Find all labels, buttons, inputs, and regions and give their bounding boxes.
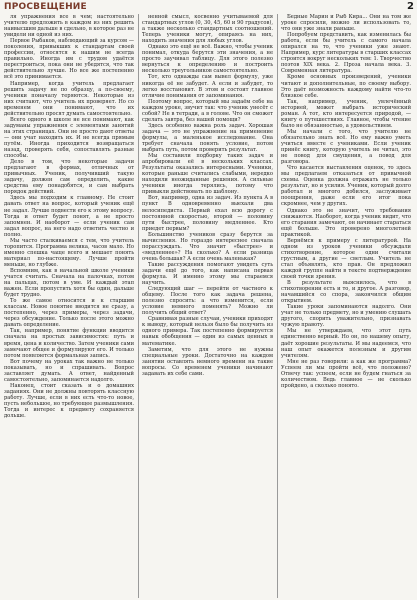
paragraph: Попробуем представить, как изменилась бы работа, если бы учитель с самого начала опирался на то, что ученики уже знают. Например, курс литературы в старших классах строится вокруг нескольких тем: 1. Творчество поэтов XIX века. 2. Проза начала века. 3. Современная литература.	[281, 32, 411, 75]
text-column-2	[142, 14, 273, 598]
text-column-1	[4, 14, 134, 598]
paragraph: Так, например, ученик, увлечённый историей, может выбрать исторический роман. А тот, кто интересуется природой, — книгу о путешествиях. Главное, чтобы чтение было не обязанностью, а удовольствием.	[281, 98, 411, 129]
paragraph: Например, когда учитель предлагает решить задачу не по образцу, а по-своему, ученики поначалу теряются. Некоторые из них считают, что учитель их проверяет. Но со временем они понимают, что их действительно просят думать самостоятельно.	[4, 80, 134, 117]
paragraph: То же самое относится и к старшим классам. Новое понятие вводится не сразу, а постепенно, через примеры, через задачи, через обсуждение. Только после этого можно давать определение.	[4, 298, 134, 329]
paragraph: Сравнивая разные случаи, ученики приходят к выводу, который нельзя было бы получить из одного примера. Так постепенно формируется навык обобщения — один из самых ценных в математике.	[142, 316, 273, 347]
paragraph: Бедные Марин и Рыб Кира... Они на том же уроке спросили, можно ли использовать то, что они уже знали раньше.	[281, 14, 411, 33]
paragraph: Наконец, стоит сказать и о домашних заданиях. Они не должны повторять классную работу. Лучше, если в них есть что-то новое, пусть небольшое, но требующее размышления. Тогда и интерес к предмету сохраняется дольше.	[4, 382, 134, 420]
paragraph: ненной смысл, косвенно учитываемой для стандартных углов (0, 30, 45, 60 и 90 градусов), а также несколько стандартных соотношений. Теперь ученики могут, опираясь на них, находить значения для любых углов.	[142, 14, 273, 45]
page-number: 2	[407, 1, 414, 12]
paragraph: Так, например, понятие функции вводится сначала на простых зависимостях: путь и время, цена и количество. Затем ученики сами замечают общее и формулируют его. И только потом появляется формальная запись.	[4, 328, 134, 359]
paragraph: Такие рассуждения помогают увидеть суть задачи ещё до того, как написана первая формула. И именно этому мы стараемся научить.	[142, 261, 273, 287]
text-column-3	[281, 14, 411, 598]
paragraph: Мы начали с того, что учителю не обязательно знать всё. Но ему важно уметь учиться вместе с учениками. Если ученик принёс книгу, которую учитель не читал, это не повод для смущения, а повод для разговора.	[281, 128, 411, 166]
paragraph: Первое Рыбаков, наблюдающий за курсом — поколения, привыкших к стандартам своей профессии, относятся к нашим не всегда правильно. Иногда им с трудом удаётся перестроиться, пока они не убедятся, что так действительно лучше. Но все же постепенно всё это принимается.	[4, 38, 134, 81]
paragraph: В результате выяснилось, что в стихотворении есть и то, и другое. А разговор, начавшийся со спора, закончился общим открытием.	[281, 280, 411, 305]
paragraph: Вот, например, одна из задач. Из пункта A в пункт B одновременно выехали два велосипедиста. Первый ехал всю дорогу с постоянной скоростью, второй — половину пути быстрее, половину медленнее. Кто приедет первым?	[142, 195, 273, 232]
paragraph: Следующий шаг — перейти от частного к общему. После того как задача решена, полезно спросить: а что изменится, если условие немного поменять? Можно ли получить общий ответ?	[142, 286, 273, 317]
library-stamp: ПРОСВЕЩЕНИЕ	[4, 2, 87, 12]
paragraph: Всего одного в школе не все понимают, как задуманы упражнения с элементами занятий на этих страницах. Они не просто дают ответы — они учат находить их. И не всегда прямым путём. Иногда приходится возвращаться назад, проверять себя, сопоставлять разные способы.	[4, 116, 134, 160]
paragraph: Мне не раз говорили: а как же программа? Успеем ли мы пройти всё, что положено? Отвечу так: успеем, если не будем гнаться за количеством. Ведь главное — не сколько пройдено, а сколько понято.	[281, 358, 411, 389]
paragraph: Здесь особенно важна роль задач. Хорошая задача — это не упражнение на применение формулы, а маленькое исследование. Она требует сначала понять условие, потом выбрать путь, потом проверить результат.	[142, 122, 273, 154]
paragraph: ля упражнения все в чем; настоятельно учителю предложить в каждом из них решить наивысшим дальше в сдельно, в которое раз не увидели ни одной из них.	[4, 14, 134, 39]
paragraph: Мы часто сталкиваемся с тем, что учитель торопится. Программа велика, часов мало. Но именно спешка чаще всего и мешает понять материал по-настоящему. Лучше пройти меньше, но глубже.	[4, 237, 134, 268]
paragraph: Поэтому вопрос, который мы задаём себе на каждом уроке, звучит так: что ученик унесёт с собой? Не в тетради, а в голове. Что он сможет сделать завтра, без нашей помощи?	[142, 98, 273, 123]
column-rule	[277, 14, 278, 598]
paragraph: Кроме основных произведений, ученики читают и дополнительные, по своему выбору. Это даёт возможность каждому найти что-то близкое себе.	[281, 74, 411, 99]
paragraph: Вернёмся к примеру с литературой. На одном из уроков ученики обсуждали стихотворение, которое одни считали грустным, а другие — светлым. Учитель не стал объявлять, кто прав. Он предложил каждой группе найти в тексте подтверждение своей точки зрения.	[281, 237, 411, 281]
paragraph: Вспомним, как в начальной школе ученики учатся считать. Сначала на палочках, потом на пальцах, потом в уме. И каждый этап важен. Если пропустить хотя бы один, дальше будет трудно.	[4, 267, 134, 299]
paragraph: Вот почему на уроках так важно не только показывать, но и спрашивать. Вопрос заставляет думать. А ответ, найденный самостоятельно, запоминается надолго.	[4, 358, 134, 383]
paragraph: Однако это ещё не всё. Важно, чтобы ученик понимал, откуда берутся эти значения, а не просто заучивал таблицу. Для этого полезно вернуться к определению и построить несколько треугольников самостоятельно.	[142, 44, 273, 75]
column-rule	[138, 14, 139, 598]
paragraph: Здесь мы подходим к главному. Не стоит давать ответ на вопрос, который ученик ещё не задал. Лучше подвести его к этому вопросу. Тогда и ответ будет понят, а не просто запомнен. И наоборот — если ученик сам задал вопрос, на него надо ответить честно и полно.	[4, 195, 134, 238]
paragraph: Такие уроки запоминаются надолго. Они учат не только предмету, но и умению слушать другого, спорить уважительно, признавать чужую правоту.	[281, 304, 411, 329]
paragraph: Мы не утверждаем, что этот путь единственно верный. Но он, по нашему опыту, даёт хорошие результаты. И мы надеемся, что наш опыт окажется полезным и другим учителям.	[281, 328, 411, 359]
paragraph: Что касается выставления оценок, то здесь мы предлагаем отказаться от привычной схемы. Оценка должна отражать не только результат, но и усилия. Ученик, который долго работал и многого добился, заслуживает поощрения, даже если его итог пока скромнее, чем у других.	[281, 165, 411, 208]
paragraph: Заметим, что для этого не нужны специальные уроки. Достаточно на каждом занятии оставлять немного времени на такие вопросы. Со временем ученики начинают задавать их себе сами.	[142, 346, 273, 377]
paragraph: Тот, кто однажды сам вывел формулу, уже никогда её не забудет. А если и забудет, то легко восстановит. В этом и состоит главное отличие понимания от запоминания.	[142, 74, 273, 99]
paragraph: Мы составили подборку таких задач и апробировали её в нескольких классах. Результаты оказались интересными. Ученики, которые раньше считались слабыми, нередко находили неожиданные решения. А сильные ученики иногда терялись, потому что привыкли действовать по шаблону.	[142, 153, 273, 196]
paragraph: Дело в том, что некоторые задачи предлагают в формах, отличных от привычных. Ученик, получивший такую задачу, должен сам определить, какие средства ему понадобятся, и сам выбрать порядок действий.	[4, 159, 134, 196]
paragraph: Однако это не значит, что требования снижаются. Наоборот, когда ученик видит, что его старания замечают, он начинает стараться ещё больше. Это проверено многолетней практикой.	[281, 207, 411, 238]
paragraph: Большинство учеников сразу берутся за вычисления. Но гораздо интереснее сначала порассуждать. Что значит «быстрее» и «медленнее»? На сколько? А если разница очень большая? А если очень маленькая?	[142, 231, 273, 262]
